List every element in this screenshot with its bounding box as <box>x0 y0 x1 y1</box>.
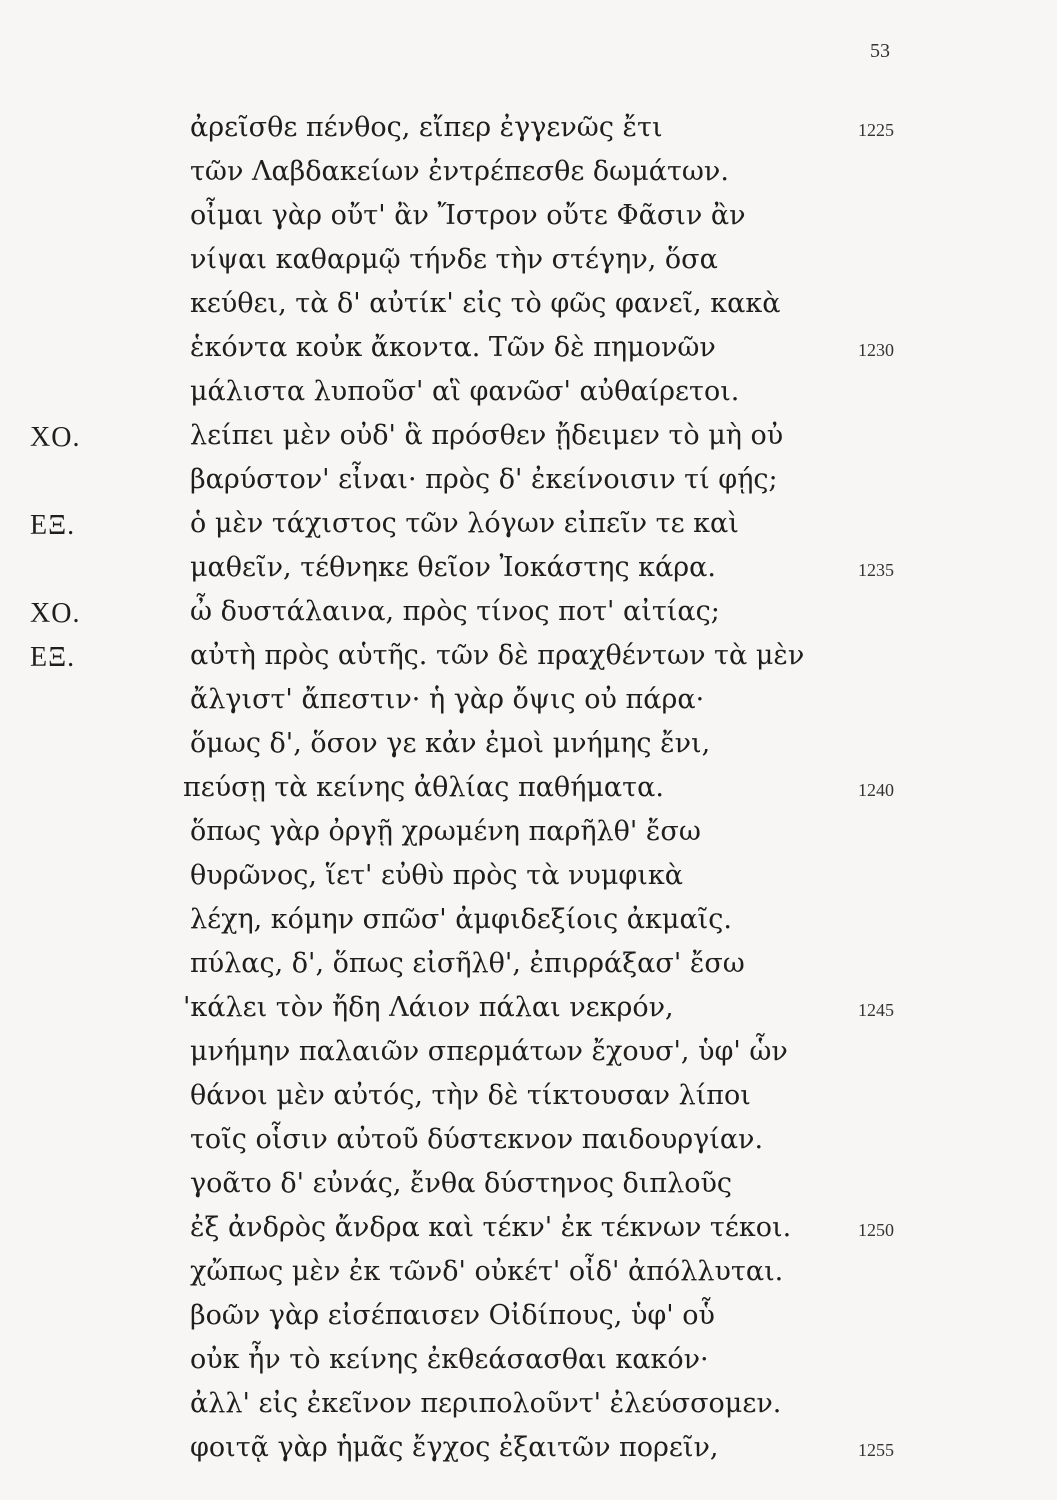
verse-line <box>0 1256 1057 1300</box>
page-number: 53 <box>870 40 890 62</box>
verse-line <box>0 992 1057 1036</box>
line-number: 1250 <box>858 1220 894 1240</box>
verse-line <box>0 684 1057 728</box>
verse-text-line: ὅπως γὰρ ὀργῇ χρωμένη παρῆλθ' ἔσω <box>190 816 701 847</box>
verse-text-line: ἀρεῖσθε πένθος, εἴπερ ἐγγενῶς ἔτι <box>190 112 663 143</box>
speaker-label: ΕΞ. <box>30 642 76 673</box>
verse-text-line: χὤπως μὲν ἐκ τῶνδ' οὐκέτ' οἶδ' ἀπόλλυται. <box>190 1256 784 1287</box>
verse-text-line: θάνοι μὲν αὐτός, τὴν δὲ τίκτουσαν λίποι <box>190 1080 751 1111</box>
verse-line <box>0 728 1057 772</box>
verse-text-line: νίψαι καθαρμῷ τήνδε τὴν στέγην, ὅσα <box>190 244 718 275</box>
verse-line <box>0 816 1057 860</box>
verse-text-line: γοᾶτο δ' εὐνάς, ἔνθα δύστηνος διπλοῦς <box>190 1168 733 1199</box>
line-number: 1245 <box>858 1000 894 1020</box>
verse-line <box>0 1036 1057 1080</box>
verse-line <box>0 1080 1057 1124</box>
verse-line <box>0 112 1057 156</box>
verse-text-line: ὅμως δ', ὅσον γε κἀν ἐμοὶ μνήμης ἔνι, <box>190 728 711 759</box>
verse-line <box>0 772 1057 816</box>
verse-line <box>0 1212 1057 1256</box>
verse-text-line: λέχη, κόμην σπῶσ' ἀμφιδεξίοις ἀκμαῖς. <box>190 904 732 935</box>
verse-line <box>0 552 1057 596</box>
line-number: 1225 <box>858 120 894 140</box>
verse-text-line: βοῶν γὰρ εἰσέπαισεν Οἰδίπους, ὑφ' οὗ <box>190 1300 715 1331</box>
verse-text-line: λείπει μὲν οὐδ' ἃ πρόσθεν ᾔδειμεν τὸ μὴ οὐ <box>190 420 784 451</box>
verse-line <box>0 200 1057 244</box>
verse-text-line: φοιτᾷ γὰρ ἡμᾶς ἔγχος ἐξαιτῶν πορεῖν, <box>190 1432 719 1463</box>
verse-line <box>0 1124 1057 1168</box>
verse-line <box>0 1388 1057 1432</box>
line-number: 1230 <box>858 340 894 360</box>
verse-text-line: ὁ μὲν τάχιστος τῶν λόγων εἰπεῖν τε καὶ <box>190 508 739 539</box>
verse-line <box>0 420 1057 464</box>
verse-text-line: τοῖς οἷσιν αὐτοῦ δύστεκνον παιδουργίαν. <box>190 1124 764 1155</box>
verse-text-line: τῶν Λαβδακείων ἐντρέπεσθε δωμάτων. <box>190 156 729 187</box>
verse-text <box>0 112 1057 1476</box>
verse-line <box>0 904 1057 948</box>
verse-text-line: οἶμαι γὰρ οὔτ' ἂν Ἴστρον οὔτε Φᾶσιν ἂν <box>190 200 746 231</box>
verse-text-line: βαρύστον' εἶναι· πρὸς δ' ἐκείνοισιν τί φῄς; <box>190 464 778 495</box>
verse-text-line: μάλιστα λυποῦσ' αἳ φανῶσ' αὐθαίρετοι. <box>190 376 740 407</box>
verse-line <box>0 1300 1057 1344</box>
verse-text-line: οὐκ ἦν τὸ κείνης ἐκθεάσασθαι κακόν· <box>190 1344 709 1375</box>
verse-text-line: ἀλλ' εἰς ἐκεῖνον περιπολοῦντ' ἐλεύσσομεν. <box>190 1388 782 1419</box>
verse-text-line: ἄλγιστ' ἄπεστιν· ἡ γὰρ ὄψις οὐ πάρα· <box>190 684 705 715</box>
verse-line <box>0 596 1057 640</box>
speaker-label: ΕΞ. <box>30 510 76 541</box>
verse-text-line: μαθεῖν, τέθνηκε θεῖον Ἰοκάστης κάρα. <box>190 552 716 583</box>
line-number: 1255 <box>858 1440 894 1460</box>
speaker-label: ΧΟ. <box>30 422 81 453</box>
verse-text-line: μνήμην παλαιῶν σπερμάτων ἔχουσ', ὑφ' ὧν <box>190 1036 788 1067</box>
verse-text-line: κεύθει, τὰ δ' αὐτίκ' εἰς τὸ φῶς φανεῖ, κακὰ <box>190 288 781 319</box>
verse-line <box>0 332 1057 376</box>
verse-text-line: θυρῶνος, ἵετ' εὐθὺ πρὸς τὰ νυμφικὰ <box>190 860 683 891</box>
verse-line <box>0 156 1057 200</box>
verse-line <box>0 1344 1057 1388</box>
line-number: 1240 <box>858 780 894 800</box>
verse-text-line: αὐτὴ πρὸς αὑτῆς. τῶν δὲ πραχθέντων τὰ μὲν <box>190 640 805 671</box>
verse-line <box>0 376 1057 420</box>
verse-line <box>0 1432 1057 1476</box>
verse-line <box>0 288 1057 332</box>
verse-text-line: 'κάλει τὸν ἤδη Λάιον πάλαι νεκρόν, <box>183 992 674 1023</box>
speaker-label: ΧΟ. <box>30 598 81 629</box>
verse-line <box>0 244 1057 288</box>
verse-line <box>0 640 1057 684</box>
verse-line <box>0 948 1057 992</box>
verse-text-line: πύλας, δ', ὅπως εἰσῆλθ', ἐπιρράξασ' ἔσω <box>190 948 745 979</box>
verse-line <box>0 464 1057 508</box>
verse-line <box>0 860 1057 904</box>
verse-text-line: ὦ δυστάλαινα, πρὸς τίνος ποτ' αἰτίας; <box>190 596 720 627</box>
verse-text-line: ἑκόντα κοὐκ ἄκοντα. Τῶν δὲ πημονῶν <box>190 332 716 363</box>
line-number: 1235 <box>858 560 894 580</box>
verse-line <box>0 508 1057 552</box>
verse-text-line: ἐξ ἀνδρὸς ἄνδρα καὶ τέκν' ἐκ τέκνων τέκοι. <box>190 1212 792 1243</box>
verse-line <box>0 1168 1057 1212</box>
verse-text-line: πεύσῃ τὰ κείνης ἀθλίας παθήματα. <box>183 772 664 803</box>
